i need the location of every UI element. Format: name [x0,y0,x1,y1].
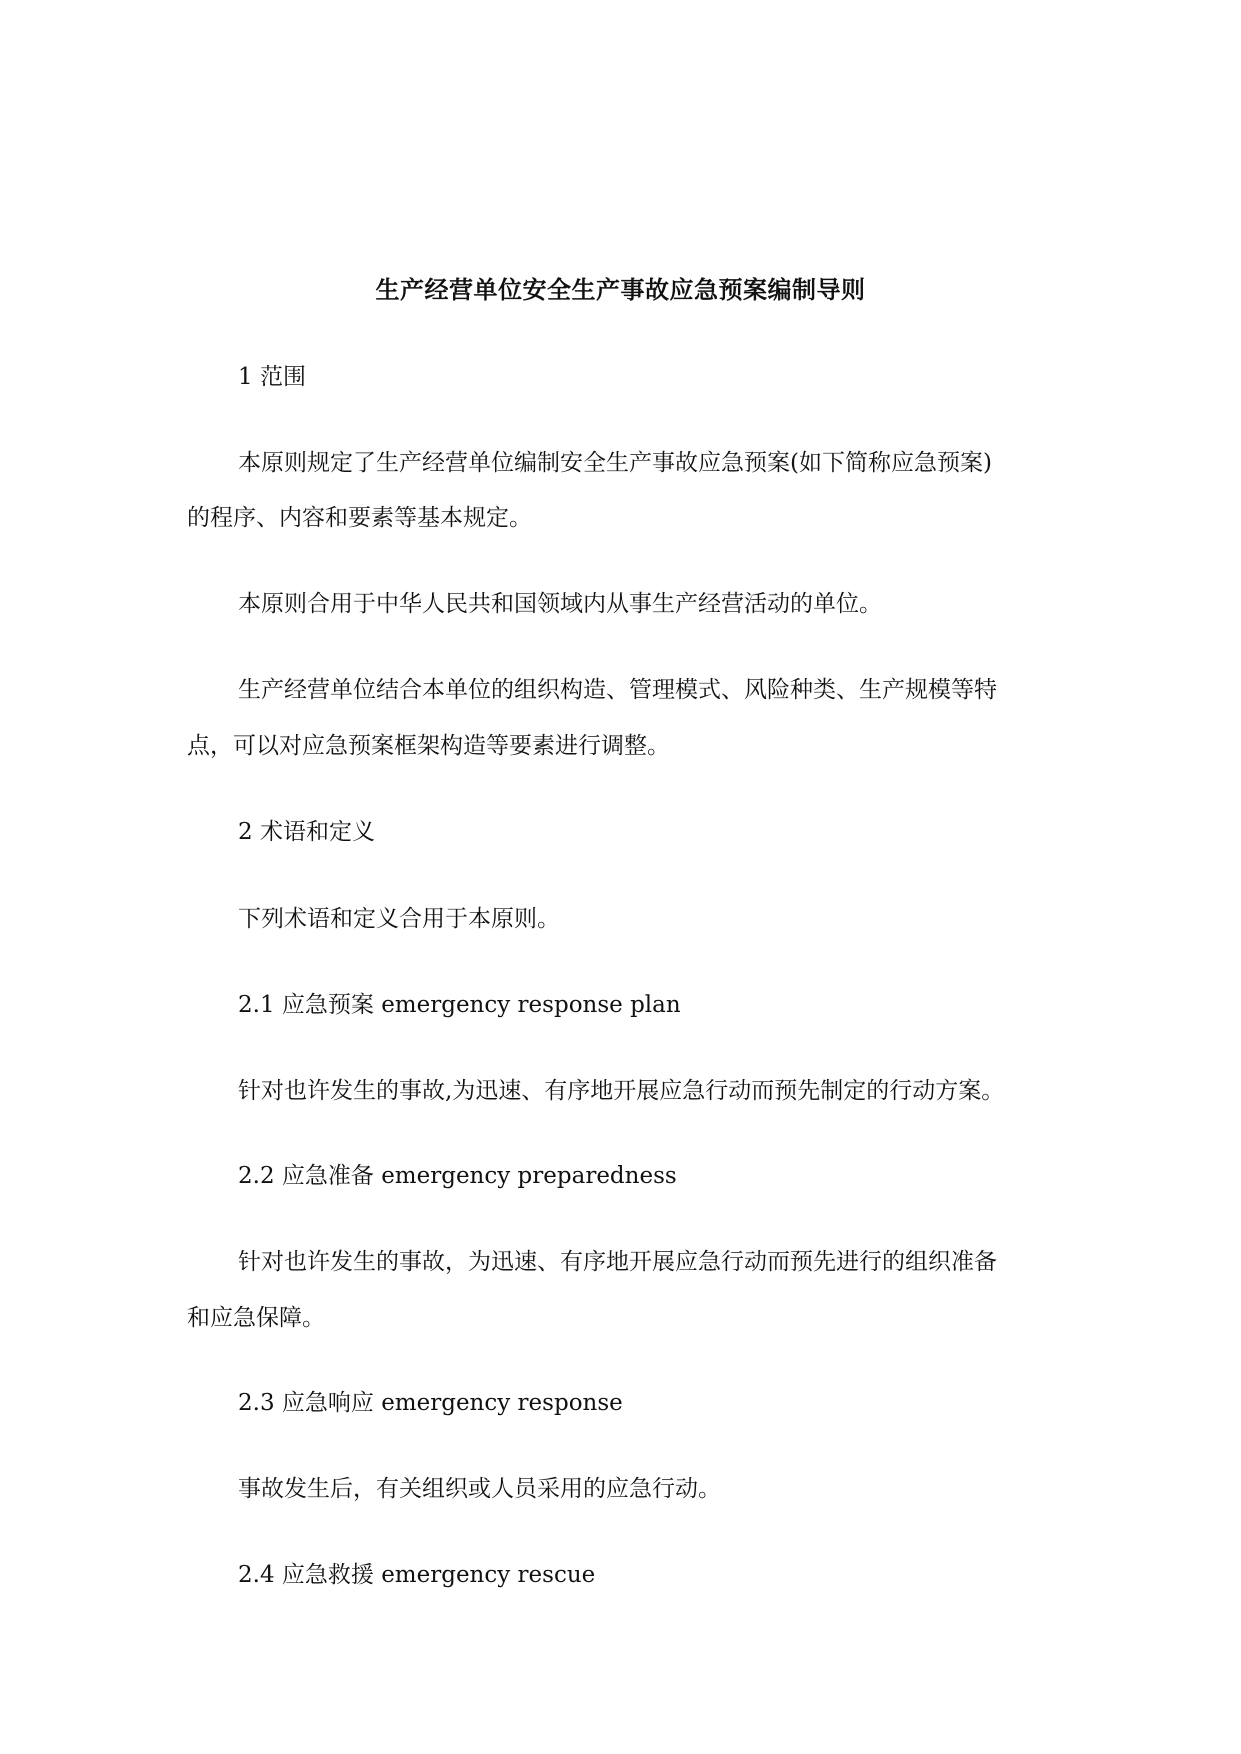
section-heading-scope: 1 范围 [238,364,306,390]
document-title: 生产经营单位安全生产事故应急预案编制导则 [375,275,866,304]
paragraph-line: 本原则规定了生产经营单位编制安全生产事故应急预案(如下简称应急预案) [238,450,992,476]
term-heading: 2.1 应急预案 emergency response plan [238,992,681,1018]
term-heading: 2.2 应急准备 emergency preparedness [238,1163,677,1189]
term-heading: 2.3 应急响应 emergency response [238,1390,623,1416]
term-heading: 2.4 应急救援 emergency rescue [238,1562,596,1588]
section-heading-terms: 2 术语和定义 [238,819,375,845]
paragraph-line: 点，可以对应急预案框架构造等要素进行调整。 [187,733,670,759]
paragraph-line: 本原则合用于中华人民共和国领域内从事生产经营活动的单位。 [238,591,882,617]
paragraph-line: 针对也许发生的事故,为迅速、有序地开展应急行动而预先制定的行动方案。 [238,1078,1005,1104]
paragraph-line: 生产经营单位结合本单位的组织构造、管理模式、风险种类、生产规模等特 [238,677,997,703]
paragraph-line: 针对也许发生的事故，为迅速、有序地开展应急行动而预先进行的组织准备 [238,1249,997,1275]
paragraph-line: 的程序、内容和要素等基本规定。 [187,505,532,531]
paragraph-line: 事故发生后，有关组织或人员采用的应急行动。 [238,1476,721,1502]
paragraph-line: 下列术语和定义合用于本原则。 [238,906,560,932]
paragraph-line: 和应急保障。 [187,1305,325,1331]
